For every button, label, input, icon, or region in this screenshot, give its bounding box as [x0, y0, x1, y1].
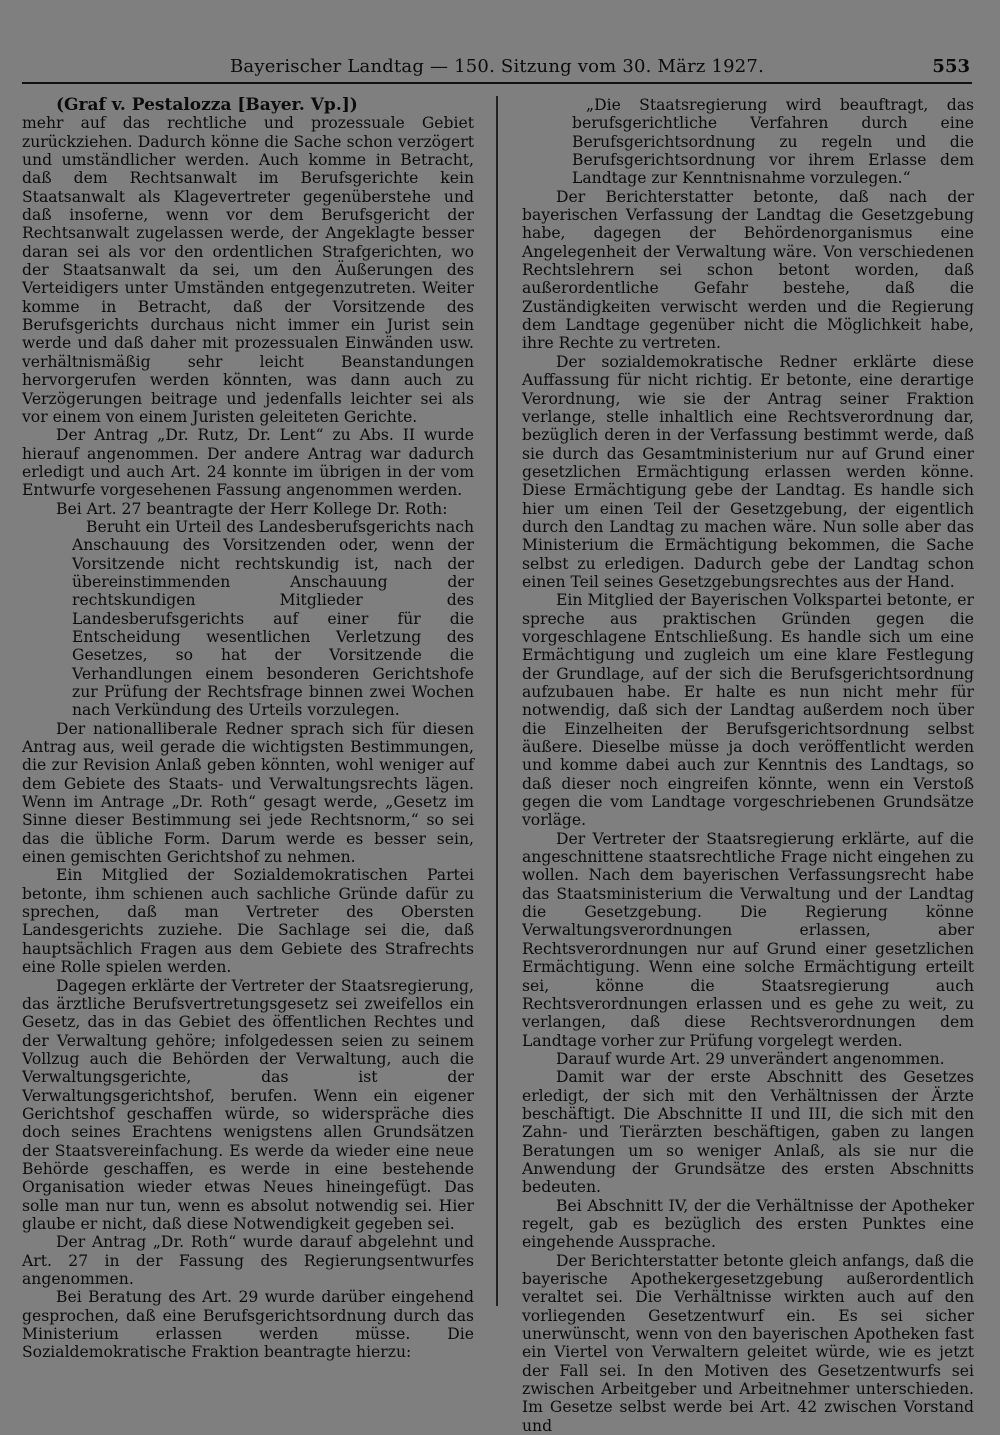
- paragraph: Bei Abschnitt IV, der die Verhältnisse der Apotheker regelt, gab es bezüglich des ersten Punktes eine eingehende Aussprache.: [522, 1196, 974, 1252]
- paragraph: Der sozialdemokratische Redner erklärte diese Auffassung für nicht richtig. Er betonte, eine derartige Verordnung, wie sie der Antrag seiner Fraktion verlange, stelle inhaltlich eine Rechtsverordnung dar, bezüglich deren in der Verfassung bestimmt werde, daß sie durch das Gesamtministerium nur auf Grund einer gesetzlichen Ermächtigung erlassen werden könne. Diese Ermächtigung gebe der Landtag. Es handle sich hier um einen Teil der Gesetzgebung, der eigentlich durch den Landtag zu machen wäre. Nun solle aber das Ministerium die Ermächtigung bekommen, die Sache selbst zu erledigen. Dadurch gebe der Landtag schon einen Teil seines Gesetzgebungsrechtes aus der Hand.: [522, 352, 974, 591]
- paragraph: Der Antrag „Dr. Rutz, Dr. Lent“ zu Abs. II wurde hierauf angenommen. Der andere Antrag war dadurch erledigt und auch Art. 24 konnte im übrigen in der vom Entwurfe vorgesehenen Fassung angenommen werden.: [22, 426, 474, 500]
- page-header: [22, 56, 972, 82]
- paragraph: mehr auf das rechtliche und prozessuale Gebiet zurückziehen. Dadurch könne die Sache schon verzögert und umständlicher werden. Auch komme in Betracht, daß dem Rechtsanwalt im Berufsgerichte kein Staatsanwalt als Klagevertreter gegenüberstehe und daß insoferne, wenn vor dem Berufsgericht der Rechtsanwalt zugelassen werde, der Angeklagte besser daran sei als vor den ordentlichen Strafgerichten, wo der Staatsanwalt da sei, um den Äußerungen des Verteidigers unter Umständen entgegenzutreten. Weiter komme in Betracht, daß der Vorsitzende des Berufsgerichts durchaus nicht immer ein Jurist sein werde und daß daher mit prozessualen Einwänden usw. verhältnismäßig sehr leicht Beanstandungen hervorgerufen werden könnten, was dann auch zu Verzögerungen beitrage und jedenfalls leichter sei als vor einem von einem Juristen geleiteten Gerichte.: [22, 114, 474, 426]
- quoted-motion: Beruht ein Urteil des Landesberufsgerichts nach Anschauung des Vorsitzenden oder, wenn der Vorsitzende nicht rechtskundig ist, nach der übereinstimmenden Anschauung der rechtskundigen Mitglieder des Landesberufsgerichts auf einer für die Entscheidung wesentlichen Verletzung des Gesetzes, so hat der Vorsitzende die Verhandlungen einem besonderen Gerichtshofe zur Prüfung der Rechtsfrage binnen zwei Wochen nach Verkündung des Urteils vorzulegen.: [72, 517, 474, 720]
- header-rule: [22, 82, 972, 84]
- paragraph: Ein Mitglied der Sozialdemokratischen Partei betonte, ihm schienen auch sachliche Gründe dafür zu sprechen, daß man Vertreter des Obersten Landesgerichts zuziehe. Die Sachlage sei die, daß hauptsächlich Fragen aus dem Gebiete des Strafrechts eine Rolle spielen werden.: [22, 866, 474, 977]
- paragraph: Ein Mitglied der Bayerischen Volkspartei betonte, er spreche aus praktischen Gründen gegen die vorgeschlagene Entschließung. Es handle sich um eine Ermächtigung und zugleich um eine klare Festlegung der Grundlage, auf der sich die Berufsgerichtsordnung aufzubauen habe. Er halte es nun nicht mehr für notwendig, daß sich der Landtag außerdem noch über die Einzelheiten der Berufsgerichtsordnung selbst äußere. Dieselbe müsse ja doch veröffentlicht werden und komme dabei auch zur Kenntnis des Landtags, so daß dieser noch eingreifen könnte, wenn ein Verstoß gegen die vom Landtage vorgeschriebenen Grundsätze vorläge.: [522, 591, 974, 830]
- paragraph: Der Vertreter der Staatsregierung erklärte, auf die angeschnittene staatsrechtliche Frage nicht eingehen zu wollen. Nach dem bayerischen Verfassungsrecht habe das Staatsministerium die Verwaltung und der Landtag die Gesetzgebung. Die Regierung könne Verwaltungsverordnungen erlassen, aber Rechtsverordnungen nur auf Grund einer gesetzlichen Ermächtigung. Wenn eine solche Ermächtigung erteilt sei, könne die Staatsregierung auch Rechtsverordnungen erlassen und es gehe zu weit, zu verlangen, daß diese Rechtsverordnungen dem Landtage vorher zur Prüfung vorgelegt werden.: [522, 829, 974, 1050]
- paragraph: Damit war der erste Abschnitt des Gesetzes erledigt, der sich mit den Verhältnissen der Ärzte beschäftigt. Die Abschnitte II und III, die sich mit den Zahn- und Tierärzten beschäftigen, gaben zu langen Beratungen um so weniger Anlaß, als sie nur die Anwendung der Grundsätze des ersten Abschnitts bedeuten.: [522, 1068, 974, 1197]
- page-number: 553: [932, 56, 970, 77]
- paragraph: Der Berichterstatter betonte gleich anfangs, daß die bayerische Apothekergesetzgebung außerordentlich veraltet sei. Die Verhältnisse wirkten auch auf den vorliegenden Gesetzentwurf ein. Es sei sicher unerwünscht, wenn von den bayerischen Apotheken fast ein Viertel von Verwaltern geleitet würde, wie es jetzt der Fall sei. In den Motiven des Gesetzentwurfs sei zwischen Arbeitgeber und Arbeitnehmer unterschieden. Im Gesetze selbst werde bei Art. 42 zwischen Vorstand und: [522, 1251, 974, 1435]
- paragraph: Bei Art. 27 beantragte der Herr Kollege Dr. Roth:: [56, 499, 448, 518]
- right-column: [522, 96, 974, 1435]
- quoted-motion: „Die Staatsregierung wird beauftragt, das berufsgerichtliche Verfahren durch eine Berufsgerichtsordnung zu regeln und die Berufsgerichtsordnung vor ihrem Erlasse dem Landtage zur Kenntnisnahme vorzulegen.“: [572, 96, 974, 188]
- paragraph: Darauf wurde Art. 29 unverändert angenommen.: [556, 1049, 945, 1068]
- paragraph: Dagegen erklärte der Vertreter der Staatsregierung, das ärztliche Berufsvertretungsgesetz sei zweifellos ein Gesetz, das in das Gebiet des öffentlichen Rechtes und der Verwaltung gehöre; infolgedessen seien zu seinem Vollzug auch die Behörden der Verwaltung, auch die Verwaltungsgerichte, das ist der Verwaltungsgerichtshof, berufen. Wenn ein eigener Gerichtshof geschaffen würde, so widerspräche dies doch seines Erachtens wenigstens allen Grundsätzen der Staatsvereinfachung. Es werde da wieder eine neue Behörde geschaffen, es werde in eine bestehende Organisation wieder etwas Neues hineingefügt. Das solle man nur tun, wenn es absolut notwendig sei. Hier glaube er nicht, daß diese Notwendigkeit gegeben sei.: [22, 976, 474, 1233]
- paragraph: Bei Beratung des Art. 29 wurde darüber eingehend gesprochen, daß eine Berufsgerichtsordnung durch das Ministerium erlassen werden müsse. Die Sozialdemokratische Fraktion beantragte hierzu:: [22, 1288, 474, 1362]
- paragraph: Der Antrag „Dr. Roth“ wurde darauf abgelehnt und Art. 27 in der Fassung des Regierungsentwurfes angenommen.: [22, 1233, 474, 1288]
- paragraph: Der Berichterstatter betonte, daß nach der bayerischen Verfassung der Landtag die Gesetzgebung habe, dagegen der Behördenorganismus eine Angelegenheit der Verwaltung wäre. Von verschiedenen Rechtslehrern sei schon betont worden, daß außerordentliche Gefahr bestehe, daß die Zuständigkeiten verwischt werden und die Regierung dem Landtage gegenüber nicht die Möglichkeit habe, ihre Rechte zu vertreten.: [522, 187, 974, 353]
- speaker-label: (Graf v. Pestalozza [Bayer. Vp.]): [56, 95, 358, 115]
- paragraph: Der nationalliberale Redner sprach sich für diesen Antrag aus, weil gerade die wichtigsten Bestimmungen, die zur Revision Anlaß geben könnten, wohl weniger auf dem Gebiete des Staats- und Verwaltungsrechts lägen. Wenn im Antrage „Dr. Roth“ gesagt werde, „Gesetz im Sinne dieser Bestimmung sei jede Rechtsnorm,“ so sei das die übliche Form. Darum werde es besser sein, einen gemischten Gerichtshof zu nehmen.: [22, 719, 474, 867]
- column-divider: [496, 96, 498, 1306]
- running-title: Bayerischer Landtag — 150. Sitzung vom 30. März 1927.: [229, 56, 765, 77]
- left-column: [22, 96, 474, 1362]
